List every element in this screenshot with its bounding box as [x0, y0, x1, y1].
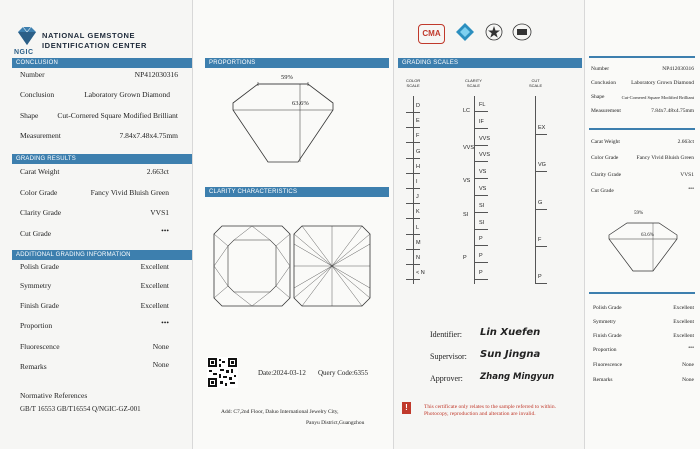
- color-scale-grade: J: [416, 194, 419, 201]
- address-line1: Add: C7,2nd Floor, Daluo International Jewelry City,: [221, 409, 339, 415]
- summary-proportions-diagram: [603, 215, 683, 275]
- fold-line: [584, 0, 585, 449]
- proportions-table-pct: 59%: [281, 74, 293, 81]
- carat-value: 2.663ct: [146, 167, 169, 176]
- clarity-scale-grade: P: [479, 253, 483, 260]
- clarity-plot-crown-view: [212, 224, 292, 308]
- summary-shape-value: Cut-Cornered Square Modified Brilliant: [621, 95, 694, 100]
- color-scale-title-line2: SCALE: [406, 83, 420, 88]
- clarity-scale-group: P: [463, 255, 467, 261]
- color-scale-grade: G: [416, 148, 421, 155]
- shape-value: Cut-Cornered Square Modified Brilliant: [57, 111, 178, 120]
- color-scale-tick: [406, 158, 420, 159]
- summary-carat-label: Carat Weight: [591, 139, 620, 145]
- clarity-scale-tick: [474, 161, 488, 162]
- summary-polish-value: Excellent: [673, 305, 694, 311]
- symmetry-value: Excellent: [140, 281, 169, 290]
- clarity-scale-grade: VS: [479, 186, 487, 192]
- color-scale-tick: [406, 249, 420, 250]
- summary-remarks-label: Remarks: [593, 377, 613, 383]
- org-name: [42, 31, 147, 51]
- section-additional: ADDITIONAL GRADING INFORMATION: [12, 250, 192, 260]
- clarity-scale-group: LC: [463, 108, 471, 114]
- summary-measurement-label: Measurement: [591, 108, 621, 114]
- number-value: NP412030316: [134, 70, 178, 79]
- clarity-scale-grade: P: [479, 270, 483, 276]
- normative-refs: GB/T 16553 GB/T16554 Q/NGIC-GZ-001: [20, 405, 141, 413]
- address-line2: Panyu District,Guangzhou: [306, 420, 365, 426]
- color-scale-tick: [406, 173, 420, 174]
- summary-table-pct: 59%: [634, 211, 644, 216]
- cut-scale-axis: [535, 96, 536, 284]
- logo-text: NGIC: [14, 49, 34, 56]
- fold-line: [393, 0, 394, 449]
- summary-symmetry-value: Excellent: [673, 319, 694, 325]
- color-scale-title: [406, 78, 420, 88]
- section-grading-scales: GRADING SCALES: [398, 58, 582, 68]
- org-name-line2: IDENTIFICATION CENTER: [42, 41, 147, 50]
- fluorescence-label: Fluorescence: [20, 342, 60, 351]
- color-scale-tick: [406, 218, 420, 219]
- query-code: Query Code:6355: [318, 369, 368, 377]
- color-scale-axis: [413, 96, 414, 284]
- cut-scale-grade: VG: [538, 162, 546, 168]
- clarity-scale-title-line2: SCALE: [466, 83, 481, 88]
- identifier-label: Identifier:: [430, 330, 462, 339]
- clarity-scale-grade: SI: [479, 202, 485, 209]
- summary-mid-rule: [589, 128, 695, 130]
- clarity-scale-tick: [474, 178, 488, 179]
- supervisor-signature: Sun Jingna: [480, 349, 541, 360]
- summary-shape-label: Shape: [591, 94, 605, 100]
- summary-number-label: Number: [591, 66, 610, 72]
- conclusion-value: Laboratory Grown Diamond: [84, 90, 170, 99]
- cut-scale-tick: [535, 283, 547, 284]
- cut-scale-tick: [535, 246, 547, 247]
- summary-polish-label: Polish Grade: [593, 305, 622, 311]
- summary-cut-value: •••: [688, 186, 694, 192]
- clarity-scale-tick: [474, 262, 488, 263]
- polish-value: Excellent: [140, 262, 169, 271]
- cut-scale-tick: [535, 171, 547, 172]
- color-scale-grade: M: [416, 239, 421, 246]
- section-clarity-characteristics: CLARITY CHARACTERISTICS: [205, 187, 389, 197]
- remarks-label: Remarks: [20, 362, 47, 371]
- number-label: Number: [20, 70, 45, 79]
- cut-grade-label: Cut Grade: [20, 229, 52, 238]
- proportions-diagram: [222, 70, 342, 170]
- color-scale-grade: K: [416, 209, 420, 216]
- org-name-line1: NATIONAL GEMSTONE: [42, 31, 136, 40]
- carat-label: Carat Weight: [20, 167, 60, 176]
- color-scale-grade: E: [416, 118, 420, 125]
- section-grading-results: GRADING RESULTS: [12, 154, 192, 164]
- clarity-scale-grade: SI: [479, 219, 485, 226]
- clarity-scale-group: SI: [463, 212, 469, 218]
- approver-label: Approver:: [430, 374, 463, 383]
- shape-label: Shape: [20, 111, 39, 120]
- color-scale-tick: [406, 264, 420, 265]
- color-scale-tick: [406, 188, 420, 189]
- cut-scale-tick: [535, 134, 547, 135]
- cut-scale-grade: P: [538, 274, 542, 280]
- clarity-scale-tick: [474, 229, 488, 230]
- clarity-grade-label: Clarity Grade: [20, 208, 62, 217]
- color-scale-tick: [406, 127, 420, 128]
- summary-number-value: NP412030316: [662, 66, 694, 72]
- clarity-scale-axis: [474, 96, 475, 284]
- color-scale-grade: < N: [416, 270, 425, 277]
- summary-conclusion-value: Laboratory Grown Diamond: [631, 80, 694, 86]
- finish-value: Excellent: [140, 301, 169, 310]
- supervisor-label: Supervisor:: [430, 352, 467, 361]
- clarity-scale-grade: VS: [479, 169, 487, 176]
- summary-top-rule: [589, 56, 695, 58]
- clarity-scale-grade: IF: [479, 118, 484, 125]
- finish-label: Finish Grade: [20, 301, 59, 310]
- color-scale-tick: [406, 203, 420, 204]
- cut-scale-title-line1: CUT: [531, 78, 540, 83]
- cut-grade-value: •••: [161, 226, 169, 235]
- summary-measurement-value: 7.84x7.48x4.75mm: [651, 108, 694, 114]
- polish-label: Polish Grade: [20, 262, 59, 271]
- round-seal-icon: [512, 23, 532, 41]
- clarity-scale-group: VVS: [463, 145, 475, 151]
- measurement-value: 7.84x7.48x4.75mm: [119, 131, 178, 140]
- color-scale-grade: N: [416, 255, 420, 261]
- summary-conclusion-label: Conclusion: [591, 80, 617, 86]
- summary-finish-label: Finish Grade: [593, 333, 622, 339]
- diamond-logo-icon: [14, 26, 40, 46]
- cut-scale-tick: [535, 209, 547, 210]
- clarity-scale-tick: [474, 195, 488, 196]
- cma-badge: [418, 24, 445, 44]
- section-conclusion: CONCLUSION: [12, 58, 192, 68]
- color-grade-value: Fancy Vivid Bluish Green: [90, 188, 169, 197]
- warning-icon: !: [402, 402, 411, 414]
- identifier-signature: Lin Xuefen: [480, 327, 541, 338]
- cut-scale-grade: G: [538, 200, 543, 206]
- color-scale-tick: [406, 279, 420, 280]
- conclusion-label: Conclusion: [20, 90, 55, 99]
- summary-proportion-value: •••: [688, 345, 694, 351]
- summary-proportion-label: Proportion: [593, 347, 617, 353]
- report-date: Date:2024-03-12: [258, 369, 306, 377]
- clarity-scale-grade: VVS: [479, 152, 491, 159]
- summary-remarks-value: None: [682, 377, 694, 383]
- proportion-label: Proportion: [20, 321, 53, 330]
- clarity-scale-tick: [474, 279, 488, 280]
- summary-color-label: Color Grade: [591, 155, 619, 161]
- accreditation-diamond-icon: [455, 22, 475, 42]
- clarity-scale-grade: VVS: [479, 135, 491, 142]
- summary-bottom-rule: [589, 292, 695, 294]
- color-scale-tick: [406, 234, 420, 235]
- color-scale-grade: F: [416, 133, 420, 140]
- color-scale-grade: I: [416, 179, 418, 185]
- symmetry-label: Symmetry: [20, 281, 52, 290]
- fold-line: [192, 0, 193, 449]
- summary-finish-value: Excellent: [673, 333, 694, 339]
- color-grade-label: Color Grade: [20, 188, 58, 197]
- summary-clarity-value: VVS1: [680, 172, 694, 178]
- summary-fluorescence-label: Fluorescence: [593, 362, 623, 368]
- qr-code[interactable]: [207, 357, 238, 388]
- color-scale-tick: [406, 142, 420, 143]
- summary-carat-value: 2.663ct: [677, 139, 694, 145]
- remarks-value: None: [152, 360, 169, 369]
- clarity-scale-group: VS: [463, 178, 471, 184]
- color-scale-tick: [406, 112, 420, 113]
- summary-fluorescence-value: None: [682, 362, 694, 368]
- clarity-scale-tick: [474, 111, 488, 112]
- cut-scale-grade: EX: [538, 125, 546, 131]
- fluorescence-value: None: [152, 342, 169, 351]
- summary-color-value: Fancy Vivid Bluish Green: [636, 155, 694, 161]
- cut-scale-grade: F: [538, 237, 542, 243]
- cma-badge-text: CMA: [422, 29, 441, 38]
- proportions-depth-pct: 63.6%: [292, 100, 309, 107]
- measurement-label: Measurement: [20, 131, 61, 140]
- summary-depth-pct: 63.6%: [641, 233, 654, 238]
- clarity-scale-title: [465, 78, 482, 88]
- clarity-scale-tick: [474, 212, 488, 213]
- certificate-notice: This certificate only relates to the sample referred to within. Photocopy, reproduction and alteration are invalid.: [424, 404, 556, 417]
- proportion-value: •••: [161, 318, 169, 327]
- color-scale-grade: H: [416, 163, 420, 170]
- clarity-scale-title-line1: CLARITY: [465, 78, 482, 83]
- clarity-scale-tick: [474, 145, 488, 146]
- color-scale-grade: D: [416, 103, 420, 109]
- clarity-grade-value: VVS1: [150, 208, 169, 217]
- cut-scale-title-line2: SCALE: [529, 83, 543, 88]
- summary-symmetry-label: Symmetry: [593, 319, 616, 325]
- clarity-scale-tick: [474, 128, 488, 129]
- summary-cut-label: Cut Grade: [591, 188, 614, 194]
- color-scale-grade: L: [416, 224, 420, 231]
- ngic-logo: [14, 26, 40, 56]
- approver-signature: Zhang Mingyun: [480, 372, 555, 382]
- clarity-scale-grade: FL: [479, 102, 486, 108]
- star-seal-icon: [485, 23, 503, 41]
- summary-clarity-label: Clarity Grade: [591, 172, 622, 178]
- cut-scale-title: [529, 78, 542, 88]
- clarity-scale-grade: P: [479, 236, 483, 243]
- color-scale-title-line1: COLOR: [406, 78, 421, 83]
- section-proportions: PROPORTIONS: [205, 58, 389, 68]
- clarity-scale-tick: [474, 245, 488, 246]
- normative-title: Normative References: [20, 391, 88, 400]
- clarity-plot-pavilion-view: [292, 224, 372, 308]
